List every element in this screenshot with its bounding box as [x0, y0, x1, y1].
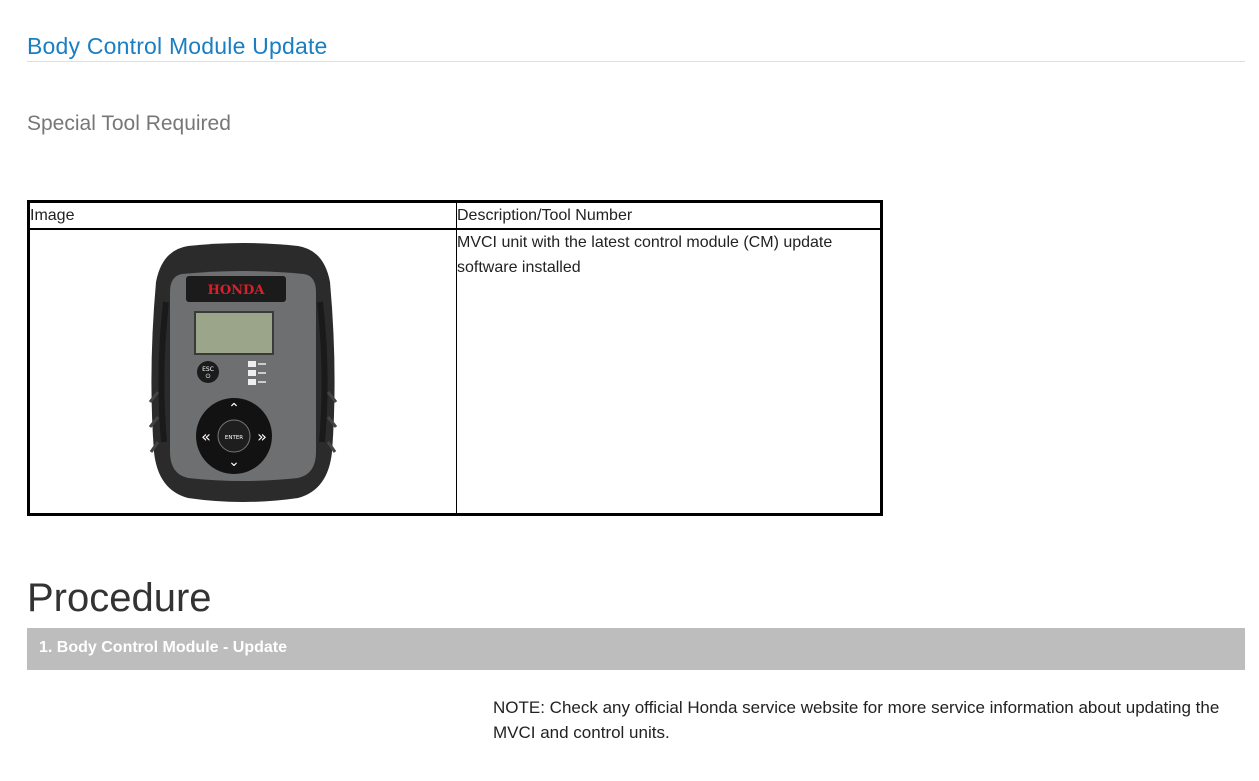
svg-text:«: « — [201, 427, 211, 446]
device-brand-label: HONDA — [207, 283, 265, 298]
tool-image-cell — [29, 229, 457, 515]
page-title: Body Control Module Update — [27, 33, 328, 59]
section-subtitle: Special Tool Required — [27, 112, 231, 135]
device-enter-label: ENTER — [224, 435, 244, 441]
special-tool-table — [27, 200, 883, 516]
mvci-device-image — [148, 242, 338, 504]
table-header-row — [29, 202, 882, 230]
step-header-bar[interactable] — [27, 628, 1245, 670]
svg-text:»: » — [257, 427, 267, 446]
procedure-heading: Procedure — [27, 576, 212, 620]
column-header-image: Image — [29, 202, 457, 230]
table-row — [29, 229, 882, 515]
svg-text:⌃: ⌃ — [228, 401, 240, 417]
column-header-description: Description/Tool Number — [457, 202, 882, 230]
device-esc-label: ESC — [202, 366, 214, 373]
procedure-note: NOTE: Check any official Honda service website for more service information about updating the MVCI and control units. — [493, 698, 1220, 742]
step-header-label: 1. Body Control Module - Update — [39, 639, 287, 656]
tool-description: MVCI unit with the latest control module (CM) update software installed — [457, 229, 882, 515]
svg-text:⌄: ⌄ — [228, 454, 240, 470]
svg-text:⏻: ⏻ — [205, 373, 211, 380]
title-divider — [27, 61, 1245, 62]
